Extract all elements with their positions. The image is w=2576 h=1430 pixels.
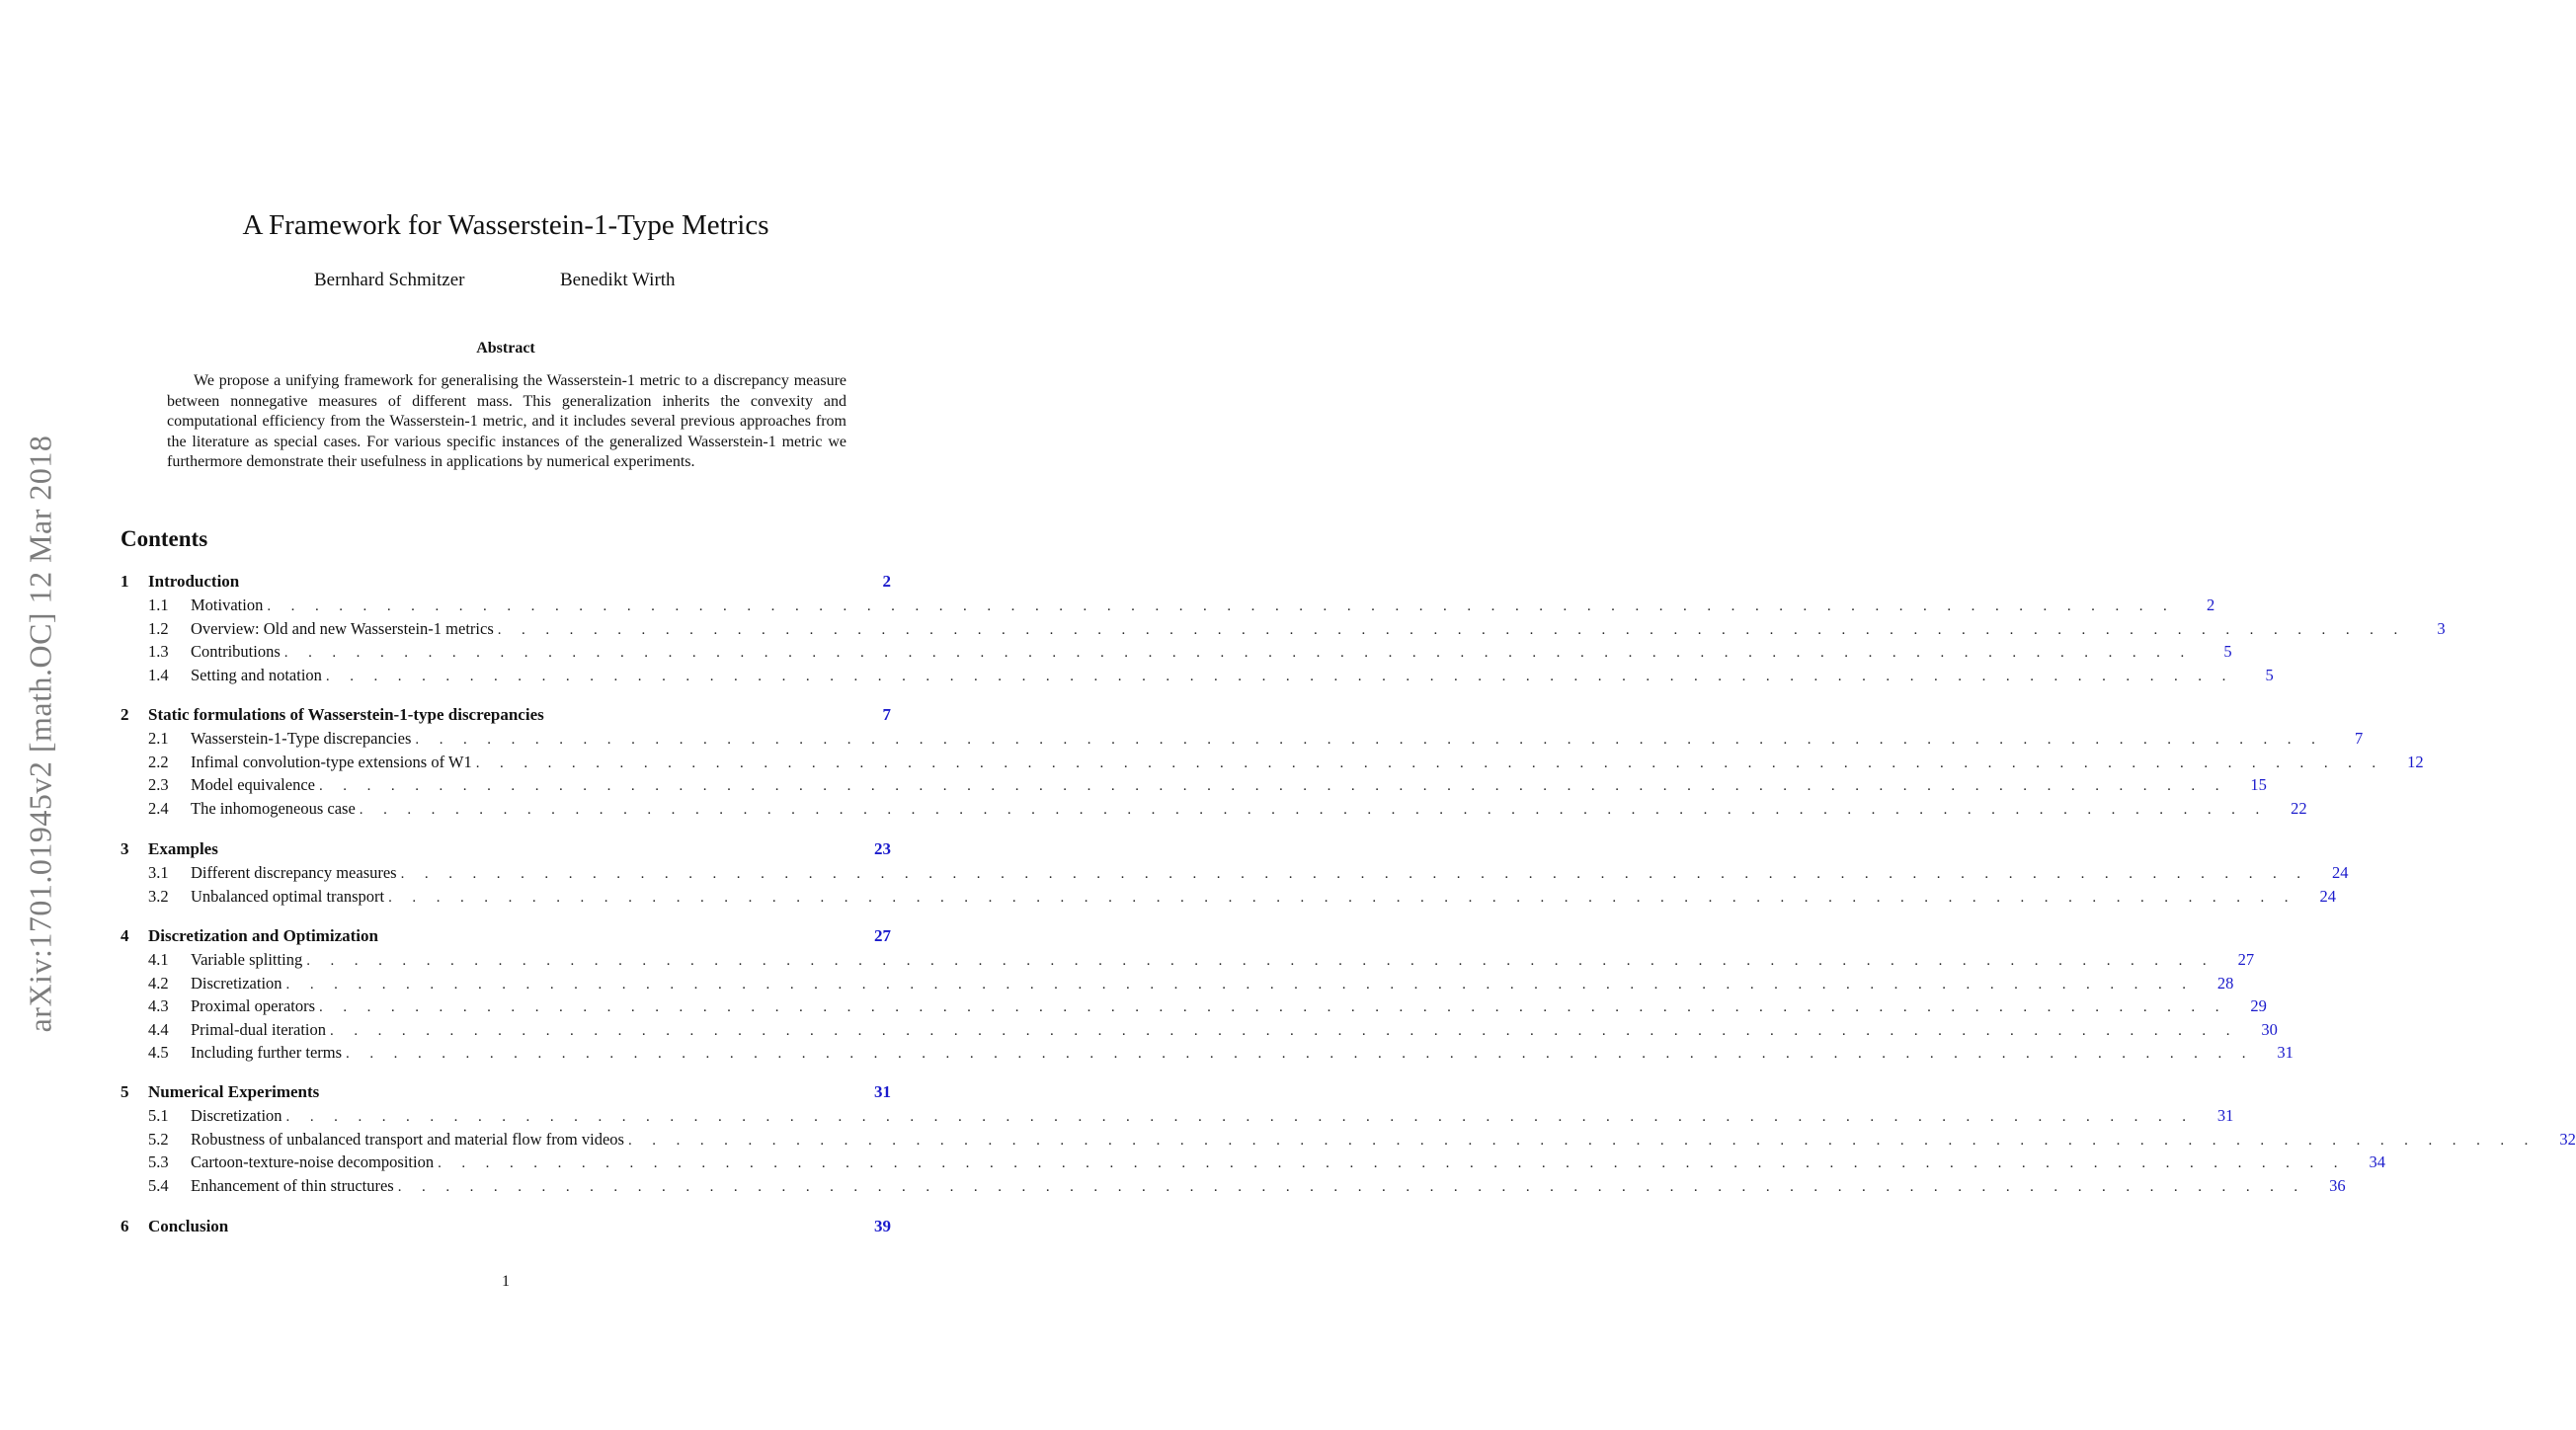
toc-subsection-number: 5.4 <box>148 1175 169 1195</box>
abstract-text: We propose a unifying framework for generalising the Wasserstein-1 metric to a discrepancy measure between nonnegative measures of different mass. This generalization inherits the convexity and computational efficiency from the Wasserstein-1 metric, and it includes several previous approaches from the literature as special cases. For various specific instances of the generalized Wasserstein-1 metric we furthermore demonstrate their usefulness in applications by numerical experiments. <box>167 372 846 471</box>
toc-subsection-number: 4.5 <box>148 1043 169 1062</box>
arxiv-identifier: arXiv:1701.01945v2 [math.OC] 12 Mar 2018 <box>22 435 58 1033</box>
toc-subsection[interactable] <box>148 665 2274 687</box>
toc-subsection-number: 5.1 <box>148 1106 169 1125</box>
toc-subsection-page-link[interactable]: 30 <box>2261 1019 2278 1039</box>
toc-subsection-page-link[interactable]: 5 <box>2265 665 2274 684</box>
paper-title: A Framework for Wasserstein-1-Type Metrics <box>242 209 769 241</box>
toc-subsection-page-link[interactable]: 22 <box>2291 798 2307 818</box>
toc-subsection[interactable] <box>148 1043 2294 1065</box>
toc-subsection-title: Contributions <box>191 642 281 661</box>
toc-section-page-link[interactable]: 39 <box>874 1217 891 1235</box>
toc-subsection-title: Variable splitting <box>191 950 303 969</box>
toc-subsection-number: 2.1 <box>148 729 169 748</box>
toc-subsection-number: 2.2 <box>148 752 169 771</box>
toc-section[interactable] <box>121 839 891 863</box>
toc-subsection-page-link[interactable]: 15 <box>2250 775 2267 794</box>
toc-subsection[interactable] <box>148 996 2267 1018</box>
toc-section[interactable] <box>121 926 891 950</box>
toc-dot-leader: . . . . . . . . . . . . . . . . . . . . . . . . . . . . . . . . . . . . . . . . . . . . . . . . . . . . . . . . . . . . . . . . . . . . . . . . . . . . . . . . <box>325 668 2234 684</box>
toc-subsection-page-link[interactable]: 2 <box>2206 596 2215 614</box>
toc-section-number: 3 <box>121 839 129 858</box>
toc-dot-leader: . . . . . . . . . . . . . . . . . . . . . . . . . . . . . . . . . . . . . . . . . . . . . . . . . . . . . . . . . . . . . . . . . . . . . . . . . . . . . . . . <box>415 732 2324 748</box>
toc-subsection-page-link[interactable]: 32 <box>2559 1129 2576 1149</box>
toc-subsection-page-link[interactable]: 3 <box>2437 618 2446 638</box>
toc-subsection[interactable] <box>148 886 2336 909</box>
toc-section-page-link[interactable]: 31 <box>874 1082 891 1101</box>
toc-subsection-page-link[interactable]: 28 <box>2216 973 2234 993</box>
toc-section-page-link[interactable]: 27 <box>874 926 891 945</box>
toc-subsection-title: Robustness of unbalanced transport and material flow from videos <box>191 1129 624 1149</box>
toc-subsection-title: Setting and notation <box>191 665 322 684</box>
author-2: Benedikt Wirth <box>560 270 676 290</box>
toc-subsection-title: Wasserstein-1-Type discrepancies <box>191 729 412 748</box>
toc-subsection-page-link[interactable]: 12 <box>2407 752 2424 771</box>
toc-subsection-title: Unbalanced optimal transport <box>191 886 385 906</box>
toc-subsection-title: Model equivalence <box>191 775 315 794</box>
toc-subsection[interactable] <box>148 642 2232 664</box>
toc-subsection-page-link[interactable]: 7 <box>2355 729 2364 748</box>
toc-section[interactable] <box>121 572 891 596</box>
abstract-heading: Abstract <box>476 340 535 357</box>
toc-subsection[interactable] <box>148 1152 2385 1174</box>
toc-subsection-title: Cartoon-texture-noise decomposition <box>191 1152 435 1171</box>
toc-subsection[interactable] <box>148 1019 2278 1042</box>
toc-subsection-number: 3.1 <box>148 863 169 882</box>
toc-subsection-page-link[interactable]: 36 <box>2329 1175 2346 1195</box>
toc-subsection-title: Discretization <box>191 1106 282 1125</box>
toc-section-number: 6 <box>121 1217 129 1235</box>
toc-subsection-number: 1.3 <box>148 642 169 661</box>
toc-subsection-title: The inhomogeneous case <box>191 798 356 818</box>
toc-subsection-number: 5.3 <box>148 1152 169 1171</box>
toc-subsection-number: 3.2 <box>148 886 169 906</box>
toc-section[interactable] <box>121 1082 891 1106</box>
toc-subsection-title: Infimal convolution-type extensions of W1 <box>191 752 472 771</box>
toc-dot-leader: . . . . . . . . . . . . . . . . . . . . . . . . . . . . . . . . . . . . . . . . . . . . . . . . . . . . . . . . . . . . . . . . . . . . . . . . . . . . . . . . <box>475 755 2384 771</box>
toc-subsection-page-link[interactable]: 24 <box>2331 863 2349 882</box>
toc-subsection-page-link[interactable]: 5 <box>2223 642 2232 661</box>
toc-subsection-number: 1.4 <box>148 665 169 684</box>
toc-dot-leader: . . . . . . . . . . . . . . . . . . . . . . . . . . . . . . . . . . . . . . . . . . . . . . . . . . . . . . . . . . . . . . . . . . . . . . . . . . . . . . . . <box>627 1132 2536 1149</box>
toc-dot-leader: . . . . . . . . . . . . . . . . . . . . . . . . . . . . . . . . . . . . . . . . . . . . . . . . . . . . . . . . . . . . . . . . . . . . . . . . . . . . . . . . <box>397 1178 2306 1195</box>
toc-dot-leader: . . . . . . . . . . . . . . . . . . . . . . . . . . . . . . . . . . . . . . . . . . . . . . . . . . . . . . . . . . . . . . . . . . . . . . . . . . . . . . . . <box>438 1155 2346 1171</box>
toc-section[interactable] <box>121 1217 891 1240</box>
toc-section-title: Introduction <box>148 572 240 591</box>
toc-subsection[interactable] <box>148 1106 2234 1128</box>
toc-section-title: Examples <box>148 839 218 858</box>
toc-subsection-title: Enhancement of thin structures <box>191 1175 394 1195</box>
toc-dot-leader: . . . . . . . . . . . . . . . . . . . . . . . . . . . . . . . . . . . . . . . . . . . . . . . . . . . . . . . . . . . . . . . . . . . . . . . . . . . . . . . . <box>319 778 2227 794</box>
toc-subsection[interactable] <box>148 863 2349 885</box>
toc-subsection-page-link[interactable]: 29 <box>2250 996 2267 1015</box>
toc-dot-leader: . . . . . . . . . . . . . . . . . . . . . . . . . . . . . . . . . . . . . . . . . . . . . . . . . . . . . . . . . . . . . . . . . . . . . . . . . . . . . . . . <box>330 1022 2238 1039</box>
toc-subsection-page-link[interactable]: 27 <box>2237 950 2255 969</box>
toc-section[interactable] <box>121 705 891 729</box>
toc-dot-leader: . . . . . . . . . . . . . . . . . . . . . . . . . . . . . . . . . . . . . . . . . . . . . . . . . . . . . . . . . . . . . . . . . . . . . . . . . . . . . . . . <box>359 801 2268 818</box>
toc-dot-leader: . . . . . . . . . . . . . . . . . . . . . . . . . . . . . . . . . . . . . . . . . . . . . . . . . . . . . . . . . . . . . . . . . . . . . . . . . . . . . . . . <box>267 598 2176 614</box>
toc-section-title: Static formulations of Wasserstein-1-type discrepancies <box>148 705 544 724</box>
toc-section-number: 4 <box>121 926 129 945</box>
toc-subsection[interactable] <box>148 1129 2576 1152</box>
toc-subsection-number: 1.2 <box>148 618 169 638</box>
toc-dot-leader: . . . . . . . . . . . . . . . . . . . . . . . . . . . . . . . . . . . . . . . . . . . . . . . . . . . . . . . . . . . . . . . . . . . . . . . . . . . . . . . . <box>285 1109 2195 1125</box>
toc-section-number: 1 <box>121 572 129 591</box>
toc-dot-leader: . . . . . . . . . . . . . . . . . . . . . . . . . . . . . . . . . . . . . . . . . . . . . . . . . . . . . . . . . . . . . . . . . . . . . . . . . . . . . . . . <box>346 1046 2254 1062</box>
toc-subsection-title: Overview: Old and new Wasserstein-1 metrics <box>191 618 494 638</box>
toc-subsection-title: Discretization <box>191 973 282 993</box>
toc-subsection[interactable] <box>148 618 2446 641</box>
toc-section-title: Discretization and Optimization <box>148 926 378 945</box>
toc-subsection-number: 2.4 <box>148 798 169 818</box>
toc-subsection[interactable] <box>148 1175 2346 1198</box>
toc-subsection-title: Primal-dual iteration <box>191 1019 327 1039</box>
toc-dot-leader: . . . . . . . . . . . . . . . . . . . . . . . . . . . . . . . . . . . . . . . . . . . . . . . . . . . . . . . . . . . . . . . . . . . . . . . . . . . . . . . . <box>388 889 2296 906</box>
contents-heading: Contents <box>121 526 208 551</box>
author-1: Bernhard Schmitzer <box>314 270 465 290</box>
toc-subsection-number: 1.1 <box>148 596 169 614</box>
toc-dot-leader: . . . . . . . . . . . . . . . . . . . . . . . . . . . . . . . . . . . . . . . . . . . . . . . . . . . . . . . . . . . . . . . . . . . . . . . . . . . . . . . . <box>497 621 2406 638</box>
toc-subsection[interactable] <box>148 752 2424 774</box>
toc-subsection-page-link[interactable]: 34 <box>2369 1152 2385 1171</box>
toc-subsection[interactable] <box>148 775 2267 797</box>
toc-subsection[interactable] <box>148 950 2255 972</box>
toc-subsection-number: 5.2 <box>148 1129 169 1149</box>
toc-subsection-title: Including further terms <box>191 1043 343 1062</box>
toc-dot-leader: . . . . . . . . . . . . . . . . . . . . . . . . . . . . . . . . . . . . . . . . . . . . . . . . . . . . . . . . . . . . . . . . . . . . . . . . . . . . . . . . <box>319 999 2227 1015</box>
toc-section-page-link[interactable]: 7 <box>882 705 891 724</box>
toc-subsection[interactable] <box>148 798 2307 821</box>
toc-dot-leader: . . . . . . . . . . . . . . . . . . . . . . . . . . . . . . . . . . . . . . . . . . . . . . . . . . . . . . . . . . . . . . . . . . . . . . . . . . . . . . . . <box>283 645 2193 661</box>
toc-section-number: 2 <box>121 705 129 724</box>
toc-subsection-title: Motivation <box>191 596 264 614</box>
toc-subsection[interactable] <box>148 596 2215 617</box>
toc-dot-leader: . . . . . . . . . . . . . . . . . . . . . . . . . . . . . . . . . . . . . . . . . . . . . . . . . . . . . . . . . . . . . . . . . . . . . . . . . . . . . . . . <box>306 953 2215 969</box>
toc-subsection-number: 4.4 <box>148 1019 169 1039</box>
toc-dot-leader: . . . . . . . . . . . . . . . . . . . . . . . . . . . . . . . . . . . . . . . . . . . . . . . . . . . . . . . . . . . . . . . . . . . . . . . . . . . . . . . . <box>400 866 2309 882</box>
page-number: 1 <box>502 1273 510 1290</box>
toc-section-page-link[interactable]: 23 <box>874 839 891 858</box>
toc-section-title: Conclusion <box>148 1217 229 1235</box>
toc-subsection-page-link[interactable]: 31 <box>2277 1043 2294 1062</box>
toc-subsection[interactable] <box>148 729 2364 751</box>
toc-section-title: Numerical Experiments <box>148 1082 320 1101</box>
toc-subsection-title: Different discrepancy measures <box>191 863 397 882</box>
toc-subsection-number: 4.3 <box>148 996 169 1015</box>
toc-section-page-link[interactable]: 2 <box>882 572 891 591</box>
toc-dot-leader: . . . . . . . . . . . . . . . . . . . . . . . . . . . . . . . . . . . . . . . . . . . . . . . . . . . . . . . . . . . . . . . . . . . . . . . . . . . . . . . . <box>285 976 2195 993</box>
toc-subsection-page-link[interactable]: 24 <box>2319 886 2336 906</box>
toc-subsection-page-link[interactable]: 31 <box>2216 1106 2234 1125</box>
toc-subsection-number: 2.3 <box>148 775 169 794</box>
toc-subsection-number: 4.2 <box>148 973 169 993</box>
toc-subsection-number: 4.1 <box>148 950 169 969</box>
toc-section-number: 5 <box>121 1082 129 1101</box>
toc-subsection-title: Proximal operators <box>191 996 316 1015</box>
toc-subsection[interactable] <box>148 973 2234 995</box>
